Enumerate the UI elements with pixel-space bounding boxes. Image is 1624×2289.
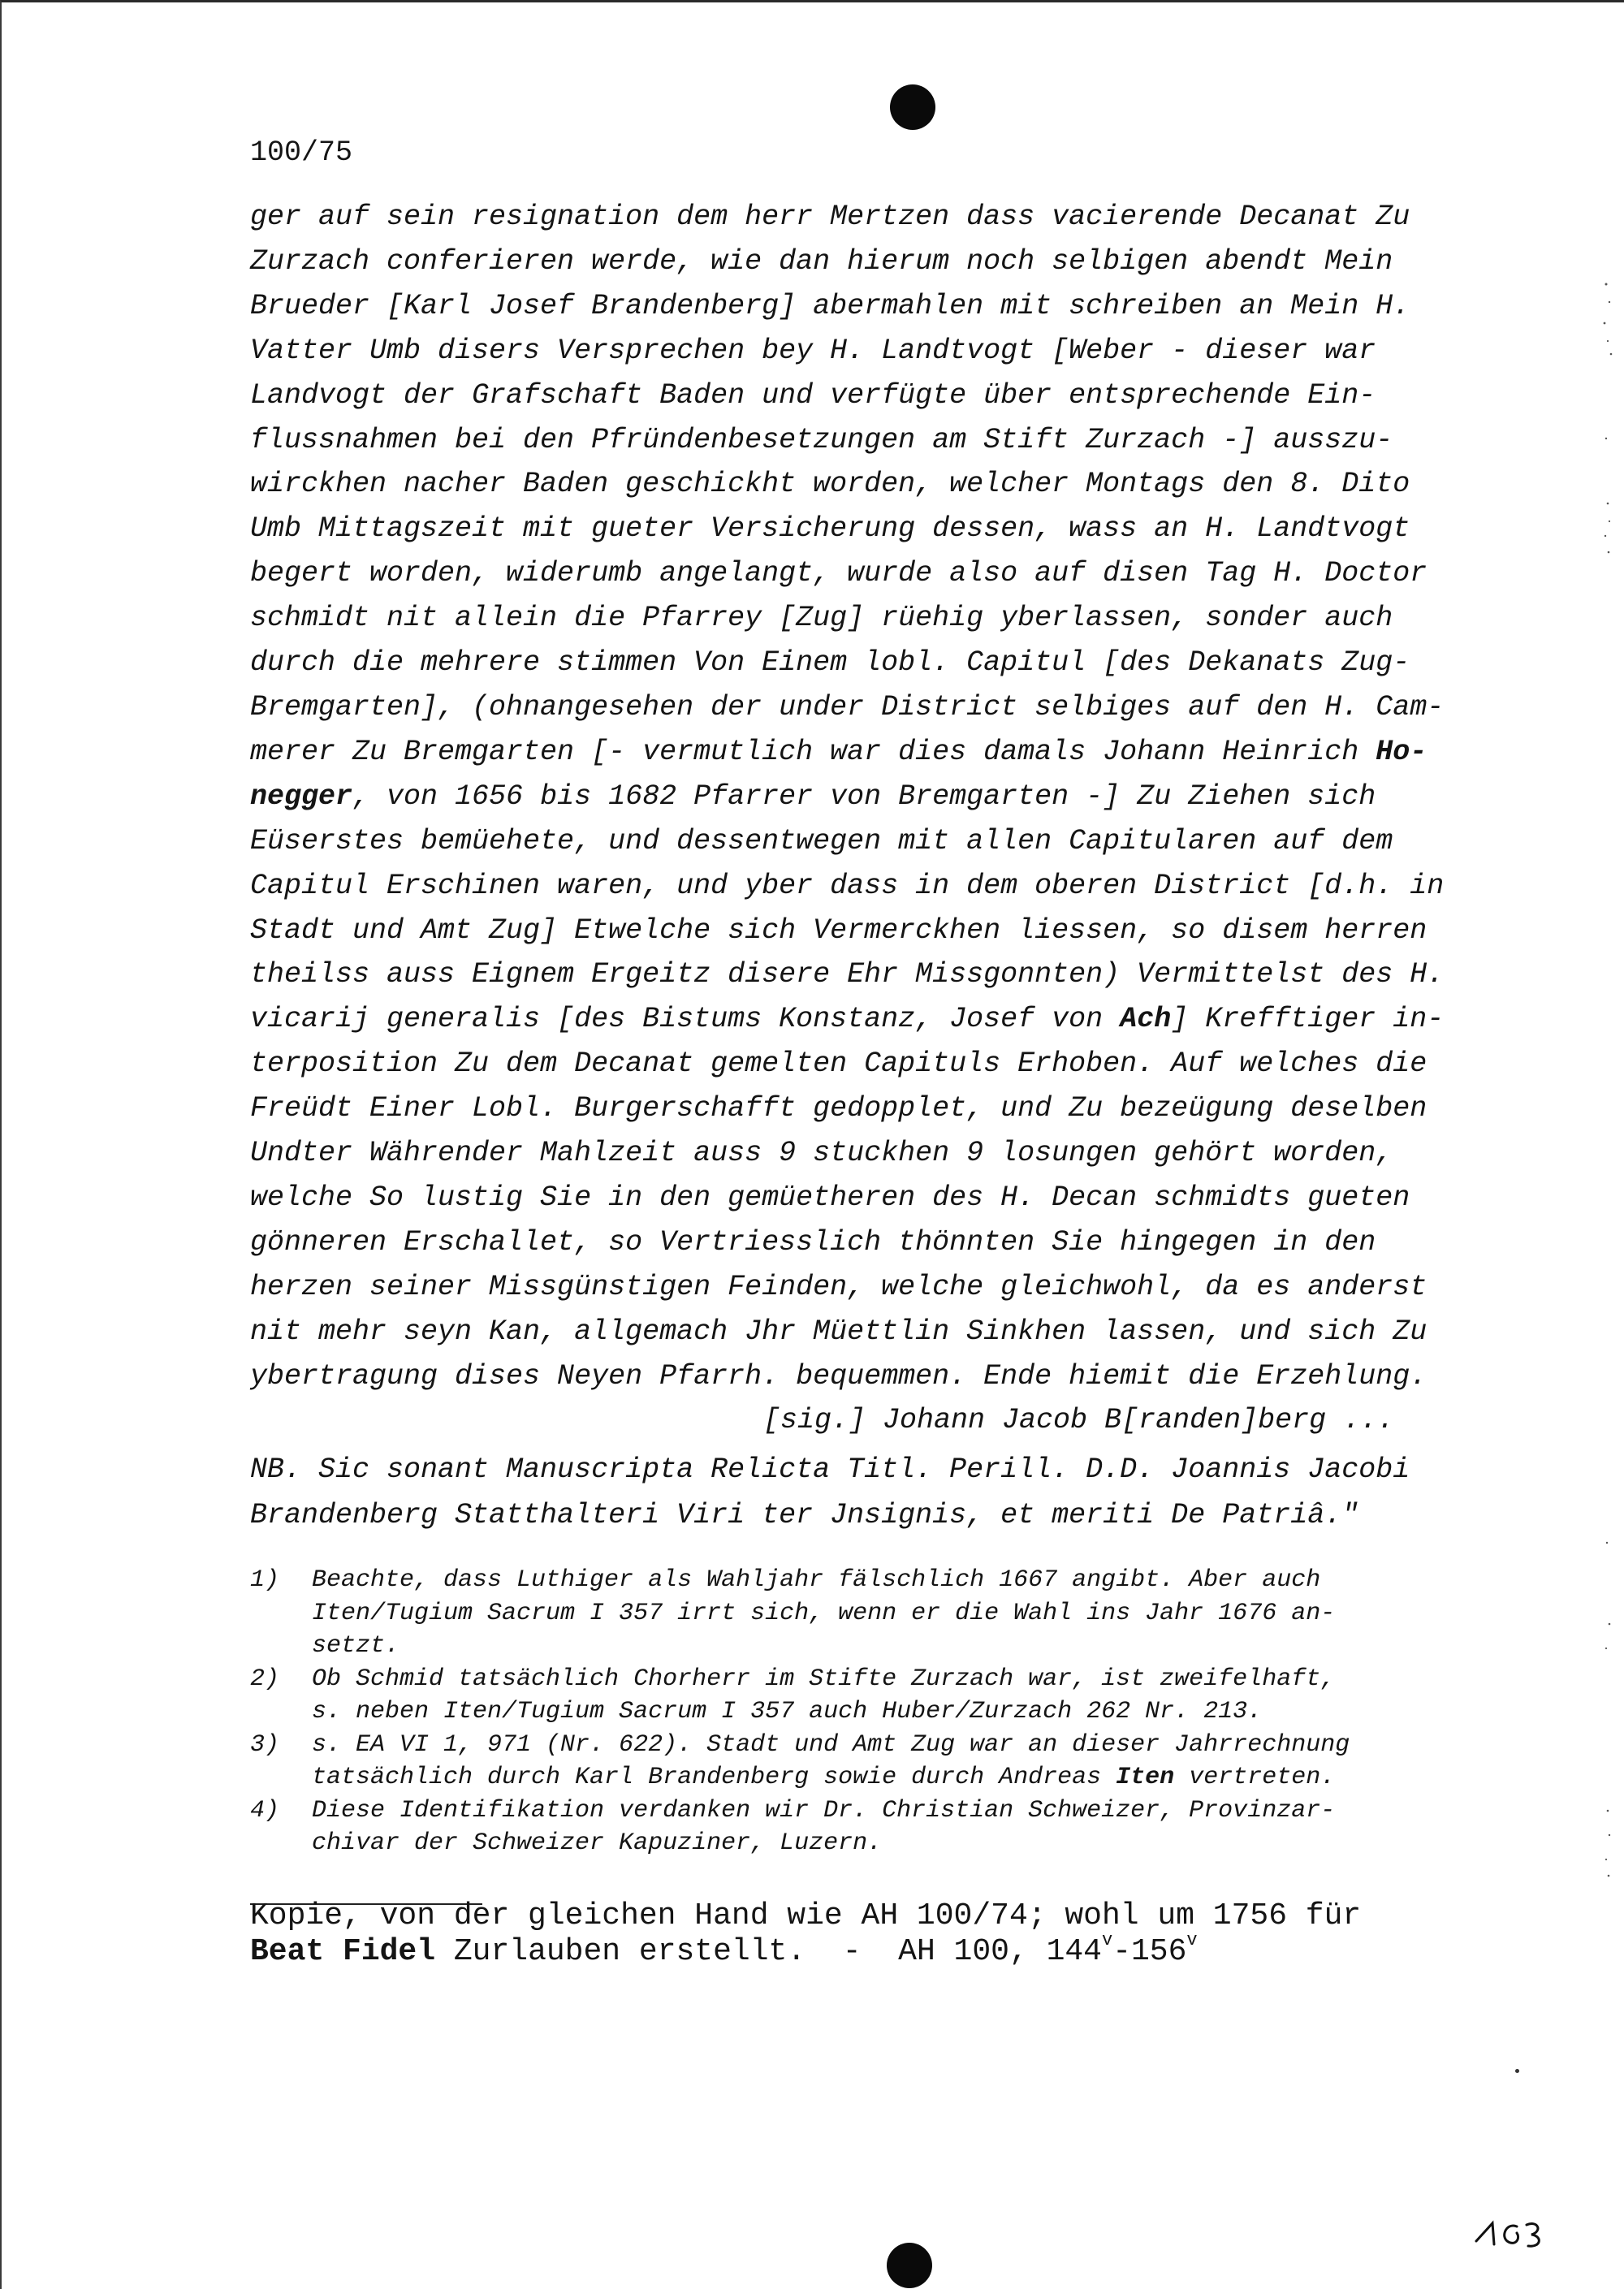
text-line: theilss auss Eignem Ergeitz disere Ehr Missgonnten) Vermittelst des H. <box>250 958 1445 991</box>
text-line: Landvogt der Grafschaft Baden und verfügte über entsprechende Ein- <box>250 378 1376 412</box>
page-number: 100/75 <box>250 136 353 169</box>
text-line: terposition Zu dem Decanat gemelten Capituls Erhoben. Auf welches die <box>250 1047 1427 1081</box>
signature-line: [sig.] Johann Jacob B[randen]berg ... <box>763 1404 1395 1437</box>
source-line: Beat Fidel Zurlauben erstellt. - AH 100, 144$^v$-156$^v$ <box>250 1930 1198 1969</box>
handwritten-folio-number <box>1470 2209 1551 2257</box>
text-line: ger auf sein resignation dem herr Mertzen dass vacierende Decanat Zu <box>250 201 1410 233</box>
text-line: Undter Währender Mahlzeit auss 9 stuckhen 9 losungen gehört worden, <box>250 1137 1393 1170</box>
text-line: Capitul Erschinen waren, und yber dass in dem oberen District [d.h. in <box>250 869 1445 902</box>
superscript: v <box>1101 1930 1113 1951</box>
nb-note <box>250 1447 1410 1538</box>
footnote-line: s. neben Iten/Tugium Sacrum I 357 auch Huber/Zurzach 262 Nr. 213. <box>312 1698 1263 1725</box>
nb-line: NB. Sic sonant Manuscripta Relicta Titl. Perill. D.D. Joannis Jacobi <box>250 1453 1410 1486</box>
bold-name: negger <box>250 780 353 813</box>
scan-margin-specks <box>1600 0 1624 2289</box>
footnote-number: 2) <box>250 1665 280 1693</box>
bold-name: Ho- <box>1376 735 1427 768</box>
footnote-line: Ob Schmid tatsächlich Chorherr im Stifte Zurzach war, ist zweifelhaft, <box>312 1665 1336 1693</box>
text-line: Eüserstes bemüehete, und dessentwegen mit allen Capitularen auf dem <box>250 824 1393 857</box>
text-line: merer Zu Bremgarten [- vermutlich war dies damals Johann Heinrich Ho- <box>250 735 1427 768</box>
footnote <box>250 1729 1484 1794</box>
superscript: v <box>1186 1930 1198 1951</box>
bold-name: Beat Fidel <box>250 1934 436 1969</box>
text-line: wirckhen nacher Baden geschickht worden, welcher Montags den 8. Dito <box>250 468 1410 501</box>
footnote-line: chivar der Schweizer Kapuziner, Luzern. <box>312 1829 883 1857</box>
text-line: herzen seiner Missgünstigen Feinden, welche gleichwohl, da es anderst <box>250 1270 1427 1303</box>
punch-hole-top <box>890 84 935 130</box>
text-line: Zurzach conferieren werde, wie dan hierum noch selbigen abendt Mein <box>250 244 1393 278</box>
footnote-line: Beachte, dass Luthiger als Wahljahr fälschlich 1667 angibt. Aber auch <box>312 1566 1321 1594</box>
footnote-line: s. EA VI 1, 971 (Nr. 622). Stadt und Amt Zug war an dieser Jahrrechnung <box>312 1730 1350 1759</box>
text-line: durch die mehrere stimmen Von Einem lobl. Capitul [des Dekanats Zug- <box>250 646 1410 680</box>
text-line: Umb Mittagszeit mit gueter Versicherung dessen, wass an H. Landtvogt <box>250 512 1410 546</box>
footnote-number: 1) <box>250 1566 280 1594</box>
source-note <box>250 1898 1361 1970</box>
footnote-line: Iten/Tugium Sacrum I 357 irrt sich, wenn er die Wahl ins Jahr 1676 an- <box>312 1599 1336 1627</box>
footnote <box>250 1794 1484 1860</box>
footnote <box>250 1663 1484 1729</box>
footnote-number: 4) <box>250 1796 280 1825</box>
footnote-line: Diese Identifikation verdanken wir Dr. Christian Schweizer, Provinzar- <box>312 1796 1336 1825</box>
source-line: Kopie, von der gleichen Hand wie AH 100/74; wohl um 1756 für <box>250 1898 1362 1933</box>
footnotes <box>250 1564 1484 1860</box>
text-line: flussnahmen bei den Pfründenbesetzungen am Stift Zurzach -] ausszu- <box>250 423 1393 456</box>
text-line: vicarij generalis [des Bistums Konstanz, Josef von Ach] Krefftiger in- <box>250 1003 1445 1036</box>
text-line: Stadt und Amt Zug] Etwelche sich Vermerckhen liessen, so disem herren <box>250 913 1427 947</box>
text-line: nit mehr seyn Kan, allgemach Jhr Müettlin Sinkhen lassen, und sich Zu <box>250 1315 1427 1348</box>
text-line: gönneren Erschallet, so Vertriesslich thönnten Sie hingegen in den <box>250 1225 1376 1259</box>
text-line: Vatter Umb disers Versprechen bey H. Landtvogt [Weber - dieser war <box>250 334 1376 367</box>
text-line: begert worden, widerumb angelangt, wurde also auf disen Tag H. Doctor <box>250 557 1427 590</box>
footnote <box>250 1564 1484 1663</box>
text-line: Bremgarten], (ohnangesehen der under District selbiges auf den H. Cam- <box>250 690 1445 723</box>
nb-line: Brandenberg Statthalteri Viri ter Jnsignis, et meriti De Patriâ." <box>250 1499 1359 1531</box>
text-line: negger, von 1656 bis 1682 Pfarrer von Bremgarten -] Zu Ziehen sich <box>250 780 1376 813</box>
text-line: Freüdt Einer Lobl. Burgerschafft gedopplet, und Zu bezeügung deselben <box>250 1092 1427 1125</box>
bold-name: Ach <box>1120 1003 1172 1036</box>
ink-dot <box>1515 2069 1519 2073</box>
main-text <box>250 195 1476 1443</box>
footnote-line: setzt. <box>312 1632 400 1660</box>
text-line: Brueder [Karl Josef Brandenberg] abermahlen mit schreiben an Mein H. <box>250 289 1410 322</box>
text-line: welche So lustig Sie in den gemüetheren des H. Decan schmidts gueten <box>250 1181 1410 1214</box>
footnote-line: tatsächlich durch Karl Brandenberg sowie durch Andreas Iten vertreten. <box>312 1764 1336 1791</box>
footnote-number: 3) <box>250 1730 280 1759</box>
bold-name: Iten <box>1116 1764 1175 1791</box>
text-line: schmidt nit allein die Pfarrey [Zug] rüehig yberlassen, sonder auch <box>250 602 1393 635</box>
punch-hole-bottom <box>887 2243 932 2288</box>
text-line: ybertragung dises Neyen Pfarrh. bequemmen. Ende hiemit die Erzehlung. <box>250 1359 1427 1393</box>
